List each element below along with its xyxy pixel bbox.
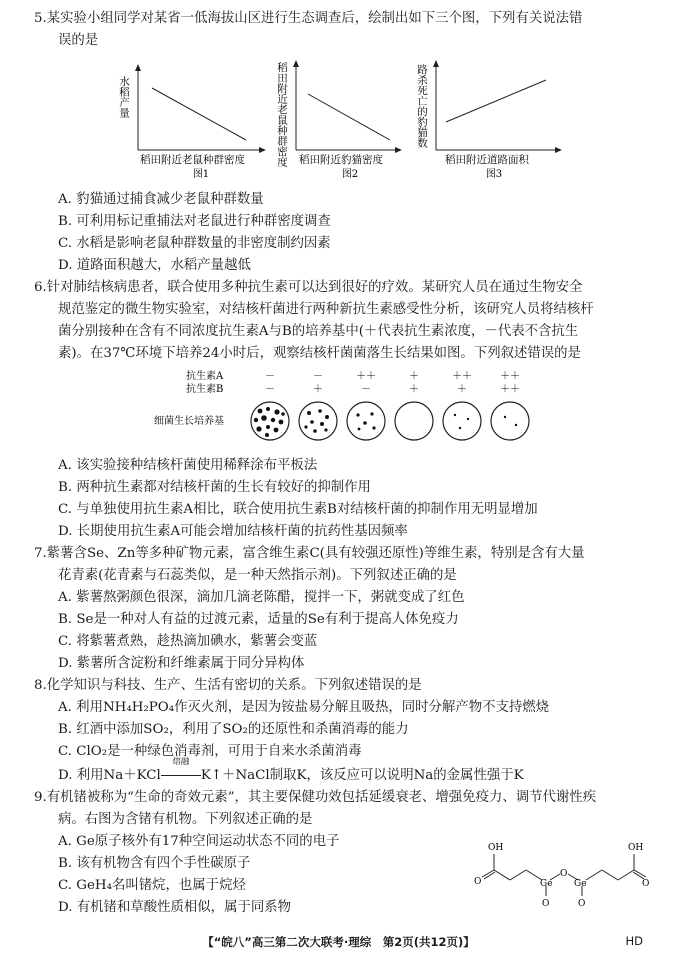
q5-option-c: C. 水稻是影响老鼠种群数量的非密度制约因素 <box>58 236 331 251</box>
plate-3-colonies <box>356 412 375 430</box>
antibiotic-a-label: 抗生素A <box>186 371 224 382</box>
figure-1-graph <box>118 62 268 180</box>
b-val-5: ＋ <box>457 384 467 395</box>
mol-oh-left: OH <box>488 843 504 853</box>
fig2-trend-line <box>308 94 390 140</box>
q8-option-d-part1: D. 利用Na＋KCl <box>58 768 161 783</box>
plate-4 <box>395 402 433 440</box>
q5-option-b: B. 可利用标记重捕法对老鼠进行种群密度调查 <box>58 214 331 229</box>
mol-o-ge-right: O <box>578 899 586 909</box>
q6-plate-graph <box>150 367 550 447</box>
q7-option-c: C. 将紫薯煮熟，趁热滴加碘水，紫薯会变蓝 <box>58 634 318 649</box>
b-val-6: ＋＋ <box>500 384 520 395</box>
fig2-x-label: 稻田附近豹猫密度 <box>299 154 383 166</box>
fig3-caption: 图3 <box>485 169 503 180</box>
q6-option-c: C. 与单独使用抗生素A相比，联合使用抗生素B对结核杆菌的抑制作用无明显增加 <box>58 502 538 517</box>
q5-stem-line2: 误的是 <box>58 33 99 48</box>
q8-option-c: C. ClO₂是一种绿色消毒剂，可用于自来水杀菌消毒 <box>58 744 362 759</box>
fig2-caption: 图2 <box>341 169 359 180</box>
q7-stem-line1: 7.紫薯含Se、Zn等多种矿物元素，富含维生素C(具有较强还原性)等维生素，特别是含有大量 <box>34 546 585 561</box>
page-footer: 【“皖八”高三第二次大联考·理综 第2页(共12页)】 <box>202 935 475 949</box>
fig2-x-arrow-icon <box>395 147 402 153</box>
q6-option-b: B. 两种抗生素都对结核杆菌的生长有较好的抑制作用 <box>58 480 371 495</box>
antibiotic-b-label: 抗生素B <box>186 384 224 395</box>
q9-option-d: D. 有机锗和草酸性质相似，属于同系物 <box>58 900 292 915</box>
q6-stem-line3: 菌分别接种在含有不同浓度抗生素A与B的培养基中(＋代表抗生素浓度，－代表不含抗生 <box>58 324 579 339</box>
plate-2 <box>299 402 337 440</box>
q6-option-d: D. 长期使用抗生素A可能会增加结核杆菌的抗药性基因频率 <box>58 524 408 539</box>
plate-3 <box>347 402 385 440</box>
q5-stem-line1: 5.某实验小组同学对某省一低海拔山区进行生态调查后，绘制出如下三个图，下列有关说法错 <box>34 11 583 26</box>
q8-option-b: B. 红酒中添加SO₂，利用了SO₂的还原性和杀菌消毒的能力 <box>58 722 409 737</box>
plate-1-colonies <box>254 407 285 437</box>
q5-option-a: A. 豹猫通过捕食减少老鼠种群数量 <box>58 192 264 207</box>
figure-2-graph <box>272 58 402 180</box>
a-val-3: ＋＋ <box>356 371 376 382</box>
fig1-y-arrow-icon <box>135 64 141 71</box>
mol-oh-right: OH <box>628 843 644 853</box>
mol-o-bridge: O <box>560 869 568 879</box>
mol-o-ge-left: O <box>542 899 550 909</box>
plate-6-colonies <box>504 416 517 426</box>
figure-3-graph <box>412 58 562 180</box>
q5-option-d: D. 道路面积越大，水稻产量越低 <box>58 258 251 273</box>
organogermanium-molecule <box>470 830 650 920</box>
q9-option-b: B. 该有机物含有四个手性碳原子 <box>58 856 251 871</box>
q7-option-a: A. 紫薯熬粥颜色很深，滴加几滴老陈醋，搅拌一下，粥就变成了红色 <box>58 590 465 605</box>
fig2-y-label: 稻田附近老鼠种群密度 <box>276 62 288 167</box>
q7-option-d: D. 紫薯所含淀粉和纤维素属于同分异构体 <box>58 656 305 671</box>
q7-stem-line2: 花青素(花青素与石蕊类似，是一种天然指示剂)。下列叙述正确的是 <box>58 568 457 583</box>
q9-stem-line2: 病。右图为含锗有机物。下列叙述正确的是 <box>58 812 313 827</box>
plate-2-colonies <box>304 409 329 433</box>
q9-molecule-structure <box>470 830 650 920</box>
culture-medium-label: 细菌生长培养基 <box>154 416 224 427</box>
q5-figure-3 <box>412 58 562 180</box>
b-val-3: － <box>361 384 371 395</box>
q9-option-a: A. Ge原子核外有17种空间运动状态不同的电子 <box>58 834 340 849</box>
fig3-x-label: 稻田附近道路面积 <box>445 154 529 166</box>
a-val-4: ＋ <box>409 371 419 382</box>
plate-6 <box>491 402 529 440</box>
q6-stem-line4: 素)。在37℃环境下培养24小时后，观察结核杆菌菌落生长结果如图。下列叙述错误的是 <box>58 346 581 361</box>
q7-option-b: B. Se是一种对人有益的过渡元素，适量的Se有利于提高人体免疫力 <box>58 612 459 627</box>
footer-code: HD <box>625 934 643 948</box>
q5-figure-1 <box>118 62 268 180</box>
fig1-y-label: 水稻产量 <box>118 76 130 118</box>
plate-5-colonies <box>454 414 469 429</box>
mol-ge-left: Ge <box>540 879 553 889</box>
fig1-trend-line <box>152 88 246 140</box>
q8-option-d-part2: K↑＋NaCl制取K，该反应可以说明Na的金属性强于K <box>200 768 524 783</box>
plate-5 <box>443 402 481 440</box>
fig1-x-label: 稻田附近老鼠种群密度 <box>140 154 245 166</box>
fig3-x-arrow-icon <box>555 147 562 153</box>
a-val-2: － <box>313 371 323 382</box>
fig1-caption: 图1 <box>192 169 210 180</box>
a-val-6: ＋＋ <box>500 371 520 382</box>
q9-option-c: C. GeH₄名叫锗烷，也属于烷烃 <box>58 878 246 893</box>
fig3-y-label: 路杀死亡的豹猫数 <box>416 64 428 148</box>
b-val-4: ＋ <box>409 384 419 395</box>
fig1-x-arrow-icon <box>259 147 266 153</box>
b-val-1: － <box>265 384 275 395</box>
fig3-trend-line <box>446 80 546 122</box>
mol-ge-right: Ge <box>574 879 587 889</box>
a-val-5: ＋＋ <box>452 371 472 382</box>
q9-stem-line1: 9.有机锗被称为“生命的奇效元素”，其主要保健功效包括延缓衰老、增强免疫力、调节代谢性疾 <box>34 790 597 805</box>
q5-figure-2 <box>272 58 402 180</box>
q8-option-a: A. 利用NH₄H₂PO₄作灭火剂，是因为铵盐易分解且吸热，同时分解产物不支持燃烧 <box>58 700 550 715</box>
q8-option-d <box>58 757 524 784</box>
fused-condition-arrow <box>161 757 201 784</box>
mol-o-right: O <box>642 879 650 889</box>
fused-condition-label: 熔融 <box>172 757 190 767</box>
a-val-1: － <box>265 371 275 382</box>
q6-stem-line2: 规范鉴定的微生物实验室，对结核杆菌进行两种新抗生素感受性分析，该研究人员将结核杆 <box>58 302 594 317</box>
q6-plate-figure <box>150 367 550 447</box>
q6-stem-line1: 6.针对肺结核病患者，联合使用多种抗生素可以达到很好的疗效。某研究人员在通过生物安全 <box>34 280 583 295</box>
q8-stem: 8.化学知识与科技、生产、生活有密切的关系。下列叙述错误的是 <box>34 678 422 693</box>
q6-option-a: A. 该实验接种结核杆菌使用稀释涂布平板法 <box>58 458 318 473</box>
b-val-2: ＋ <box>313 384 323 395</box>
mol-o-left: O <box>474 877 482 887</box>
fig3-y-arrow-icon <box>433 60 439 67</box>
fig2-y-arrow-icon <box>293 60 299 67</box>
